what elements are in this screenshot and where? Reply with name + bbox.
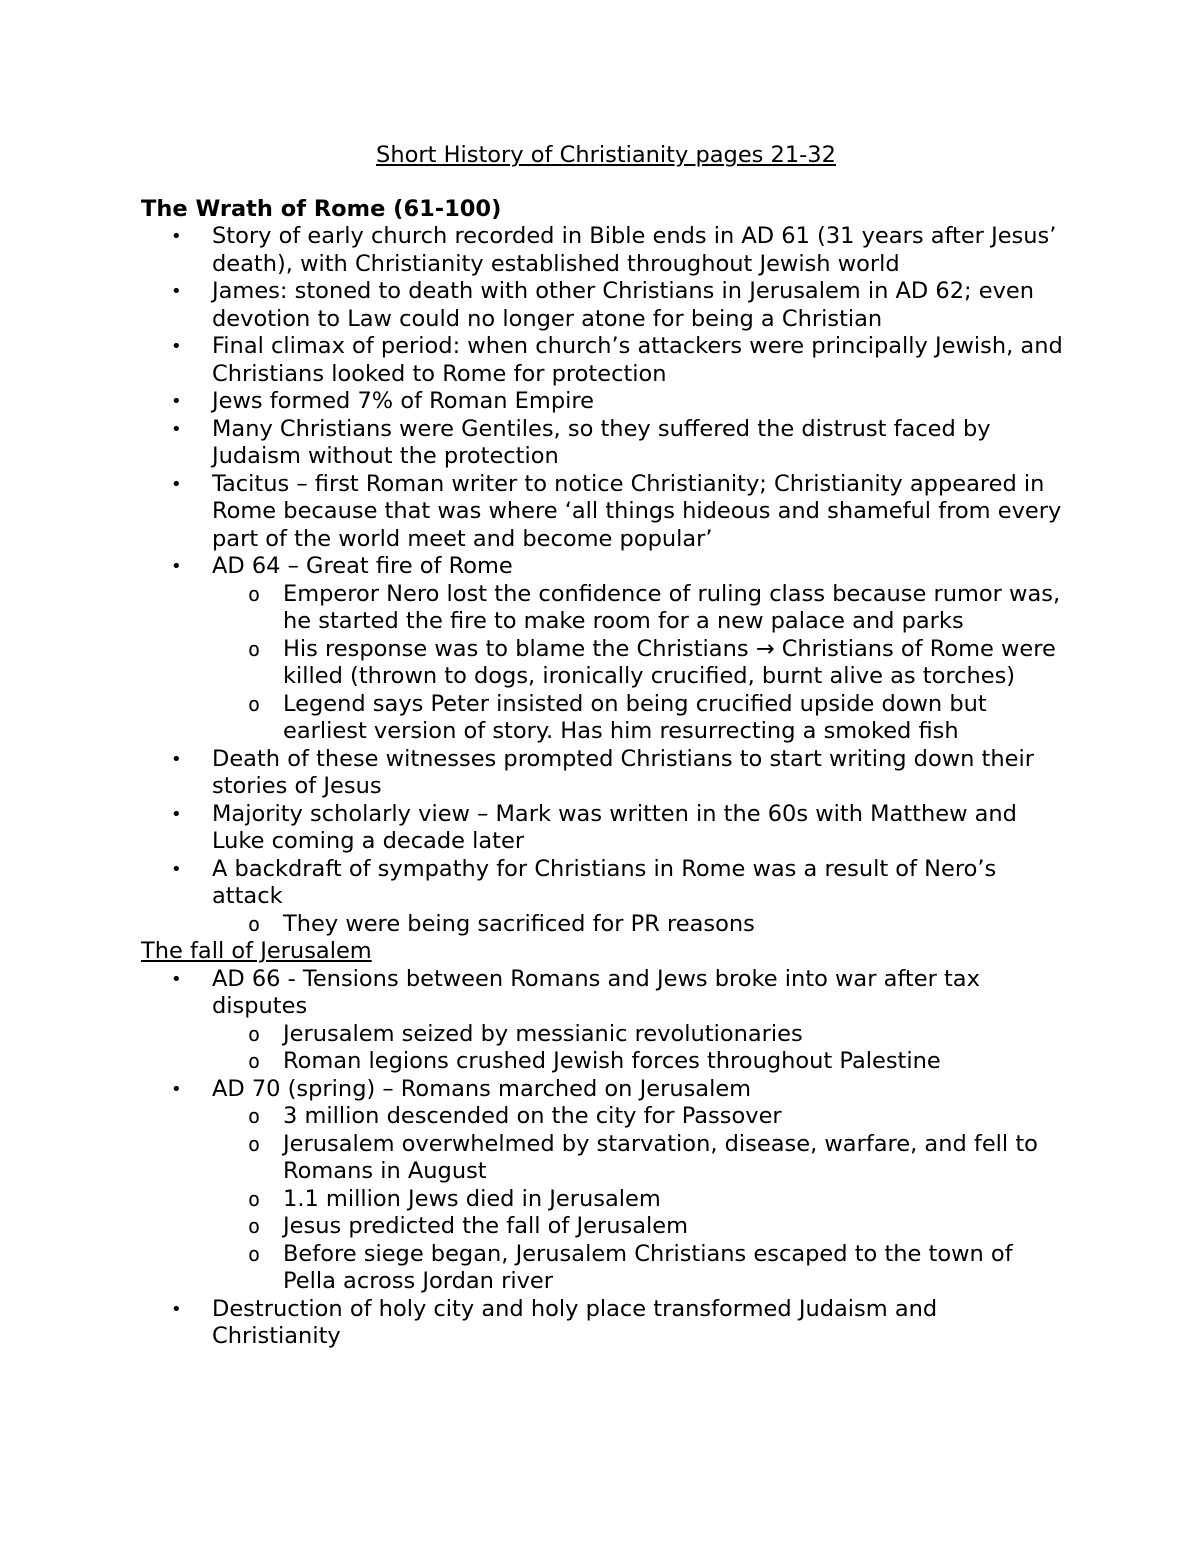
sub-bullet-text: They were being sacrificed for PR reasons: [283, 910, 755, 937]
document-page: [141, 142, 1071, 1351]
bullet-text: Tacitus – first Roman writer to notice Christianity; Christianity appeared in Rome because that was where ‘all things hideous and shameful from every part of the world meet and become popular’: [212, 470, 1062, 552]
bullet-item: [141, 746, 1071, 801]
sub-bullet-marker: o: [248, 1241, 261, 1266]
sub-bullet-marker: o: [248, 1104, 261, 1128]
bullet-item: [141, 1296, 1071, 1351]
bullet-item: [141, 333, 1071, 388]
bullet-marker: •: [171, 1298, 182, 1320]
sub-bullet-text: His response was to blame the Christians → Christians of Rome were killed (thrown to dogs, ironically crucified, burnt alive as torches): [283, 635, 1056, 689]
sub-bullet-list: [212, 581, 1071, 746]
bullet-item: [141, 966, 1071, 1076]
sub-bullet-item: [212, 1048, 1071, 1076]
sub-bullet-list: [212, 1103, 1071, 1296]
bullet-marker: •: [171, 391, 182, 412]
sub-bullet-item: [212, 581, 1071, 636]
bullet-text: AD 70 (spring) – Romans marched on Jerusalem: [212, 1075, 752, 1102]
bullet-marker: •: [171, 281, 182, 302]
sub-bullet-text: Jerusalem seized by messianic revolutionaries: [283, 1020, 803, 1047]
bullet-item: [141, 856, 1071, 939]
sub-bullet-text: 1.1 million Jews died in Jerusalem: [283, 1185, 661, 1212]
sub-bullet-text: 3 million descended on the city for Passover: [283, 1103, 782, 1129]
bullet-item: [141, 471, 1071, 554]
sub-bullet-text: Emperor Nero lost the confidence of ruling class because rumor was, he started the fire to make room for a new palace and parks: [283, 580, 1061, 634]
sub-bullet-marker: o: [248, 636, 261, 661]
bullet-text: Majority scholarly view – Mark was written in the 60s with Matthew and Luke coming a decade later: [212, 800, 1017, 854]
bullet-marker: •: [171, 226, 182, 247]
bullet-text: Destruction of holy city and holy place transformed Judaism and Christianity: [212, 1295, 938, 1349]
sub-bullet-item: [212, 1021, 1071, 1049]
sub-bullet-marker: o: [248, 1186, 261, 1211]
sub-bullet-item: [212, 691, 1071, 746]
bullet-item: [141, 223, 1071, 278]
section-heading: The Wrath of Rome (61-100): [141, 195, 502, 222]
sub-bullet-marker: o: [248, 1021, 261, 1046]
sub-bullet-item: [212, 1241, 1071, 1296]
sub-bullet-item: [212, 1186, 1071, 1214]
bullet-item: [141, 801, 1071, 856]
bullet-marker: •: [171, 473, 182, 495]
sub-bullet-item: [212, 1103, 1071, 1131]
sub-bullet-item: [212, 1131, 1071, 1186]
sub-bullet-text: Jesus predicted the fall of Jerusalem: [283, 1213, 689, 1239]
bullet-marker: •: [171, 1078, 182, 1100]
bullet-marker: •: [171, 556, 182, 577]
sub-bullet-marker: o: [248, 1049, 261, 1073]
sub-bullet-item: [212, 1213, 1071, 1241]
bullet-text: A backdraft of sympathy for Christians in Rome was a result of Nero’s attack: [212, 855, 997, 909]
bullet-marker: •: [171, 336, 182, 357]
bullet-text: Many Christians were Gentiles, so they suffered the distrust faced by Judaism without the protection: [212, 415, 991, 469]
bullet-marker: •: [171, 418, 182, 440]
bullet-text: James: stoned to death with other Christians in Jerusalem in AD 62; even devotion to Law could no longer atone for being a Christian: [212, 278, 1035, 332]
bullet-text: Final climax of period: when church’s attackers were principally Jewish, and Christians looked to Rome for protection: [212, 333, 1063, 387]
sub-bullet-text: Jerusalem overwhelmed by starvation, disease, warfare, and fell to Romans in August: [283, 1130, 1038, 1184]
document-body: [141, 196, 1071, 1351]
sub-bullet-marker: o: [248, 581, 261, 606]
bullet-marker: •: [171, 858, 182, 880]
sub-bullet-text: Roman legions crushed Jewish forces throughout Palestine: [283, 1048, 941, 1074]
bullet-text: Jews formed 7% of Roman Empire: [212, 388, 594, 414]
bullet-item: [141, 388, 1071, 416]
bullet-marker: •: [171, 968, 182, 990]
bullet-item: [141, 1076, 1071, 1296]
sub-bullet-text: Legend says Peter insisted on being crucified upside down but earliest version of story. Has him resurrecting a smoked fish: [283, 690, 987, 744]
sub-bullet-marker: o: [248, 691, 261, 716]
sub-bullet-marker: o: [248, 911, 261, 936]
bullet-text: AD 64 – Great fire of Rome: [212, 553, 513, 579]
sub-bullet-marker: o: [248, 1131, 261, 1156]
bullet-text: Story of early church recorded in Bible ends in AD 61 (31 years after Jesus’ death), with Christianity established throughout Jewish world: [212, 223, 1057, 277]
sub-bullet-text: Before siege began, Jerusalem Christians escaped to the town of Pella across Jordan river: [283, 1240, 1013, 1294]
bullet-text: Death of these witnesses prompted Christians to start writing down their stories of Jesus: [212, 745, 1034, 799]
section-heading: The fall of Jerusalem: [141, 938, 372, 964]
sub-bullet-list: [212, 1021, 1071, 1076]
sub-bullet-item: [212, 911, 1071, 939]
sub-bullet-list: [212, 911, 1071, 939]
bullet-list: [141, 223, 1071, 938]
bullet-marker: •: [171, 803, 182, 825]
document-title: Short History of Christianity pages 21-32: [376, 142, 836, 168]
bullet-item: [141, 278, 1071, 333]
sub-bullet-item: [212, 636, 1071, 691]
bullet-list: [141, 966, 1071, 1351]
bullet-text: AD 66 - Tensions between Romans and Jews broke into war after tax disputes: [212, 965, 980, 1019]
bullet-marker: •: [171, 748, 182, 770]
sub-bullet-marker: o: [248, 1214, 261, 1238]
bullet-item: [141, 416, 1071, 471]
bullet-item: [141, 553, 1071, 746]
